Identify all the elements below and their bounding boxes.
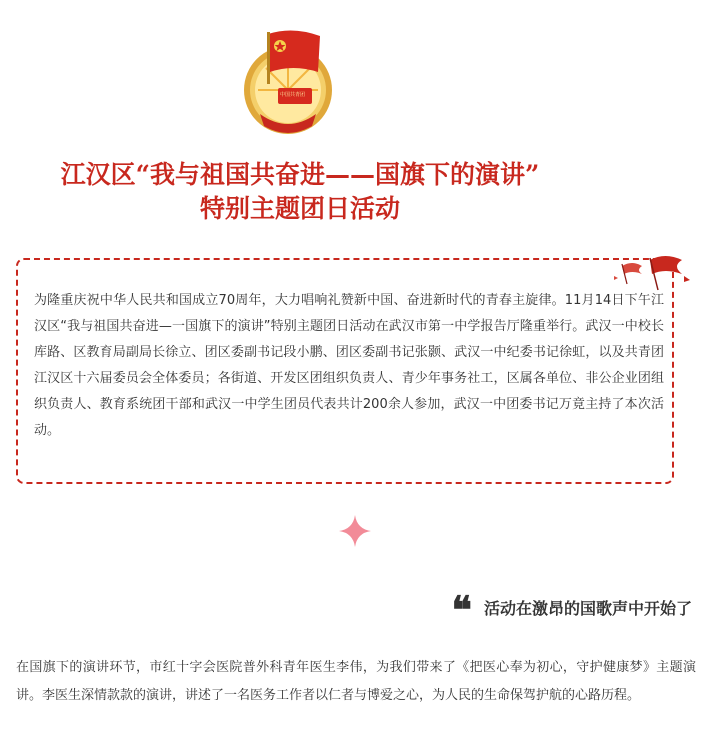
section-heading (451, 587, 692, 632)
youth-league-emblem (238, 22, 338, 142)
intro-box (16, 258, 674, 484)
page-title (0, 158, 600, 226)
intro-paragraph: 为隆重庆祝中华人民共和国成立70周年，大力唱响礼赞新中国、奋进新时代的青春主旋律。11月14日下午江汉区“我与祖国共奋进—一国旗下的演讲”特别主题团日活动在武汉市第一中学报告厅隆重举行。武汉一中校长库路、区教育局副局长徐立、团区委副书记段小鹏、团区委副书记张颢、武汉一中纪委书记徐虹，以及共青团江汉区十六届委员会全体委员；各街道、开发区团组织负责人、青少年事务社工，区属各单位、非公企业团组织负责人、教育系统团干部和武汉一中学生团员代表共计200余人参加，武汉一中团委书记万竟主持了本次活动。 (34, 293, 664, 438)
sparkle-icon (338, 514, 372, 548)
sparkle-divider (338, 514, 372, 548)
body-paragraph: 在国旗下的演讲环节，市红十字会医院普外科青年医生李伟，为我们带来了《把医心奉为初心，守护健康梦》主题演讲。李医生深情款款的演讲，讲述了一名医务工作者以仁者与博爱之心，为人民的生命保驾护航的心路历程。 (16, 660, 696, 703)
title-line-2: 特别主题团日活动 (199, 194, 400, 223)
quote-mark-icon: ❝ (451, 587, 472, 632)
title-line-1: 江汉区“我与祖国共奋进——国旗下的演讲” (60, 160, 540, 189)
emblem-inscription: 中国共青团 (280, 92, 306, 98)
emblem-icon (238, 22, 338, 142)
section-heading-text: 活动在激昂的国歌声中开始了 (483, 598, 692, 618)
